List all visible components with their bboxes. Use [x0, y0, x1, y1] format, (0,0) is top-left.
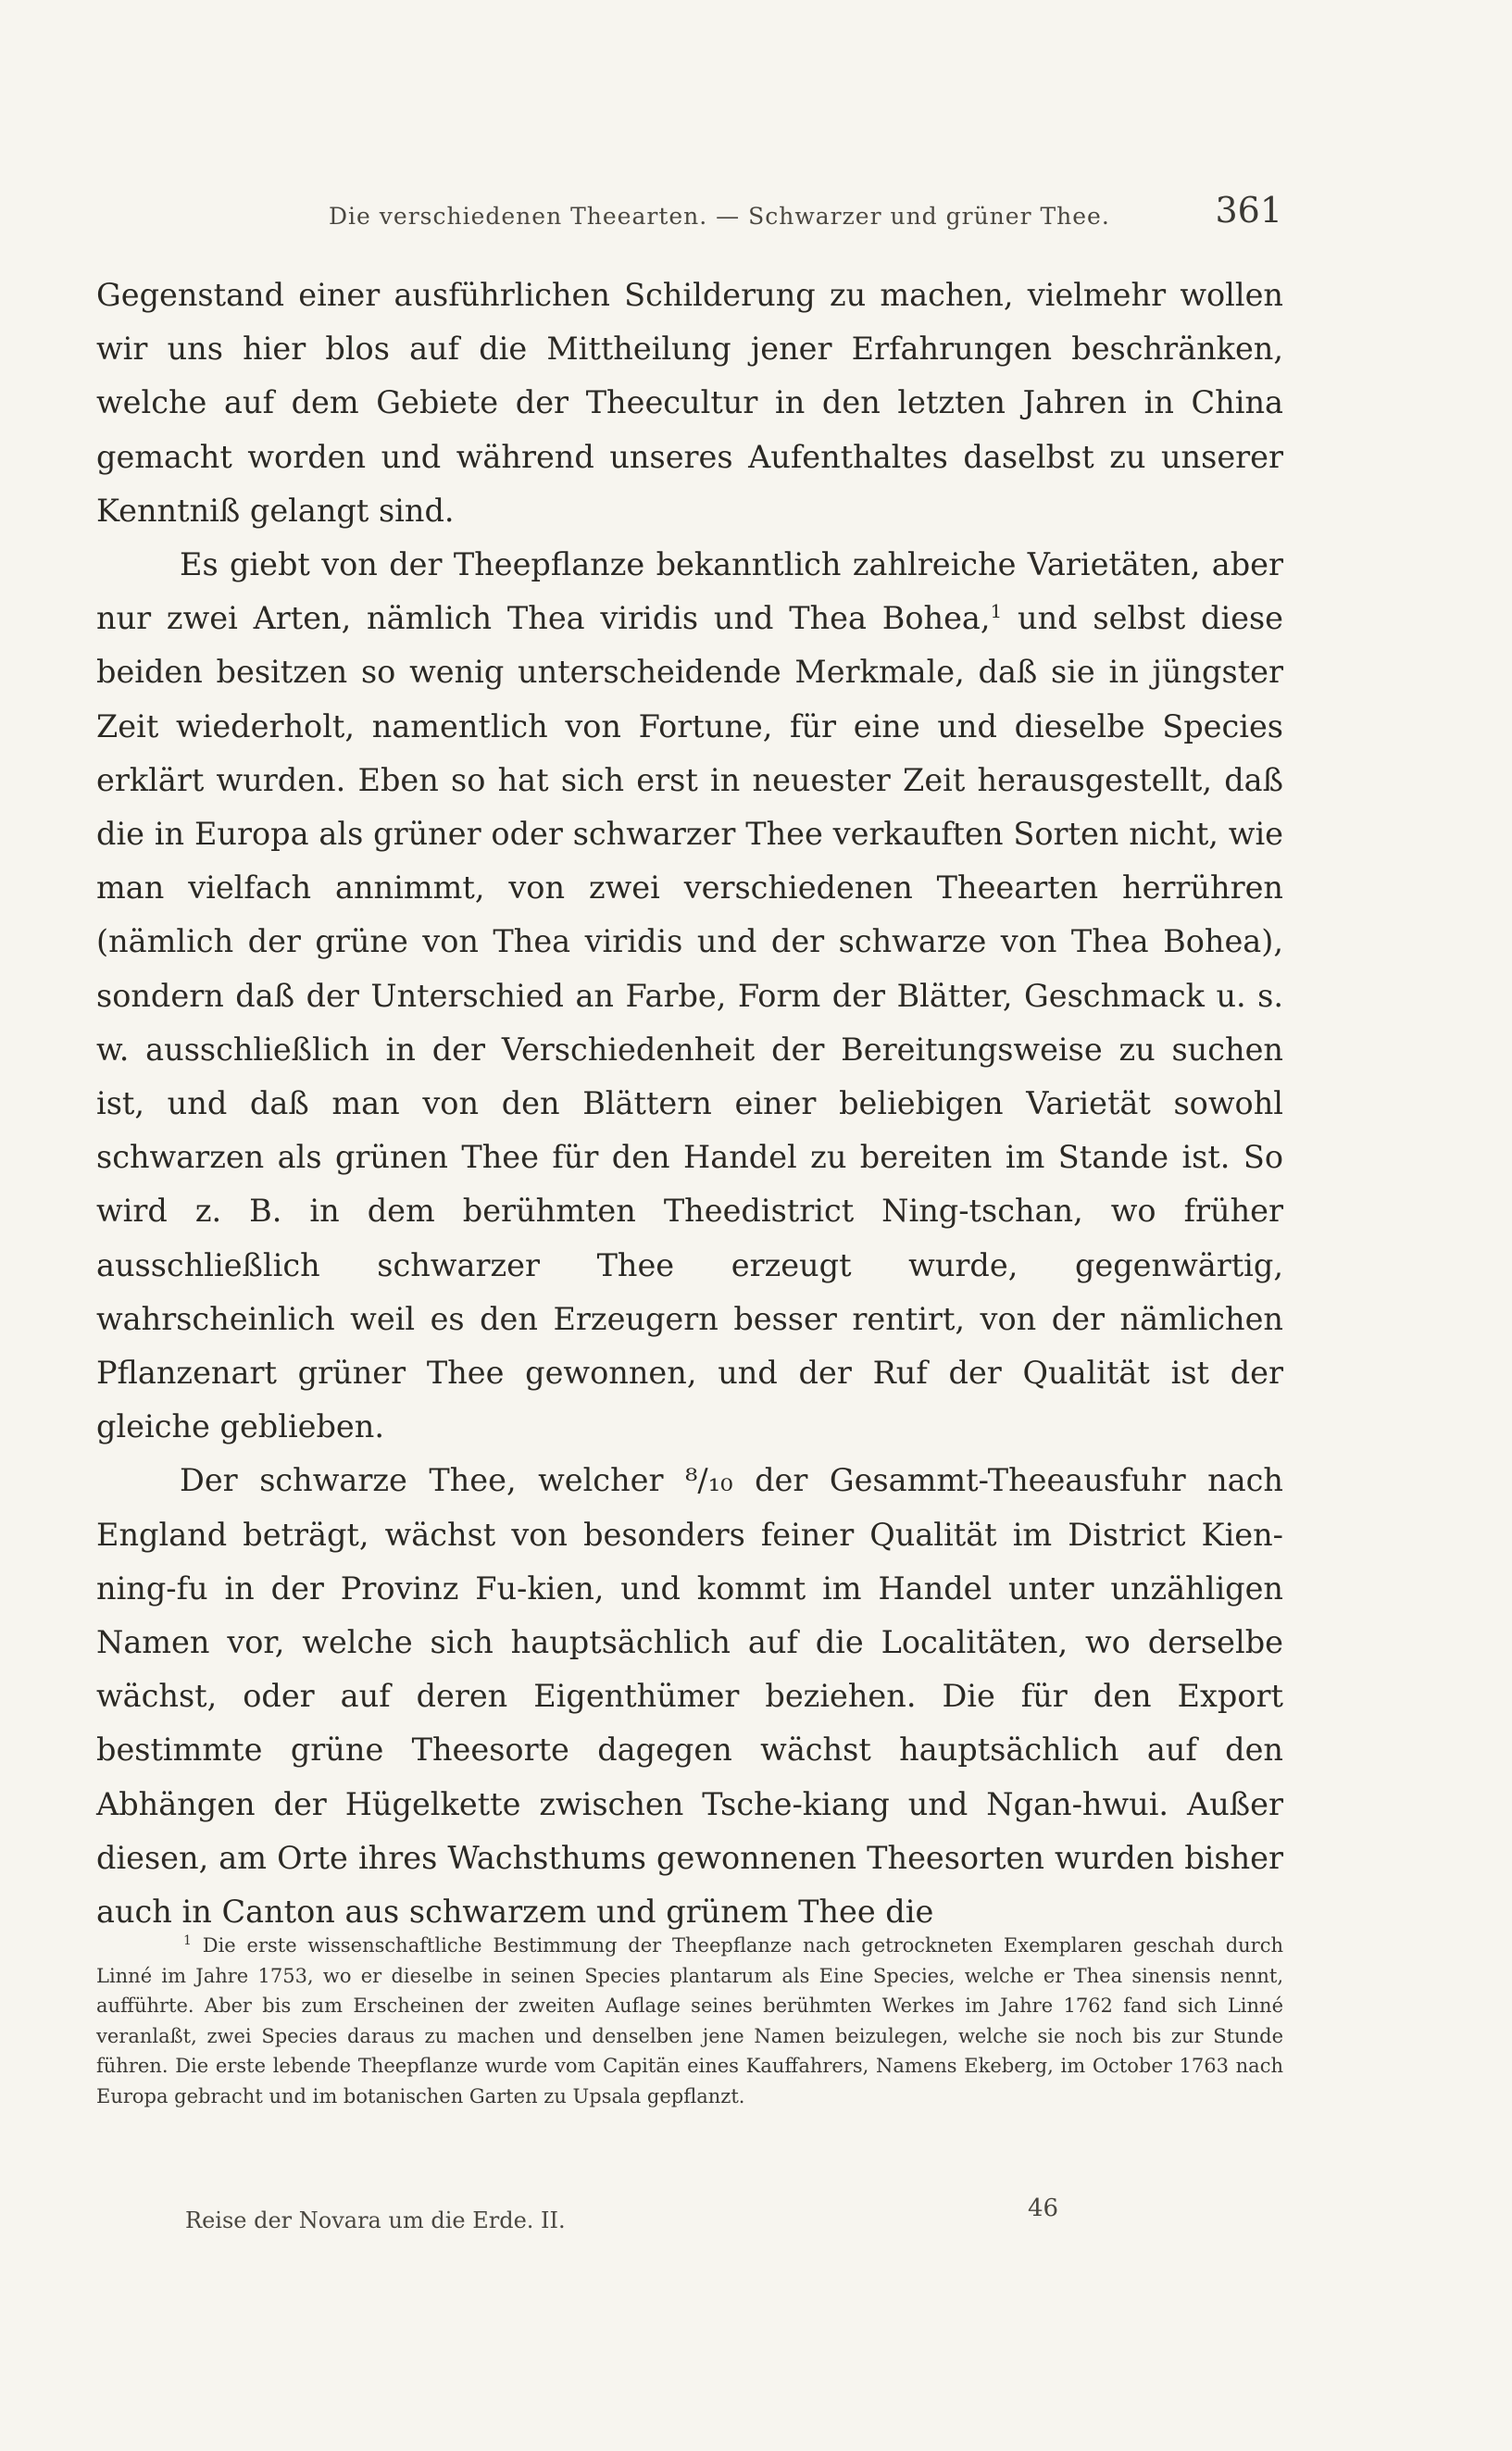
paragraph-2: [96, 538, 1283, 1454]
footnote-1: [96, 1931, 1283, 2111]
printer-signature: Reise der Novara um die Erde. II.: [185, 2207, 566, 2233]
paragraph-3-part-b: der Gesammt-Theeausfuhr nach England beträgt, wächst von besonders feiner Qualität im District Kien-ning-fu in der Provinz Fu-kien, und kommt im Handel unter unzähligen Namen vor, welche sich hauptsächlich auf die Localitäten, wo derselbe wächst, oder auf deren Eigenthümer beziehen. Die für den Export bestimmte grüne Theesorte dagegen wächst hauptsächlich auf den Abhängen der Hügelkette zwischen Tsche-kiang und Ngan-hwui. Außer diesen, am Orte ihres Wachsthums gewonnenen Theesorten wurden bisher auch in Canton aus schwarzem und grünem Thee die: [96, 1462, 1284, 1931]
running-title: Die verschiedenen Theearten. — Schwarzer und grüner Thee.: [329, 203, 1110, 230]
signature-mark: 46: [1028, 2195, 1059, 2222]
paragraph-1: Gegenstand einer ausführlichen Schilderung zu machen, vielmehr wollen wir uns hier blos auf die Mittheilung jener Erfahrungen beschränken, welche auf dem Gebiete der Theecultur in den letzten Jahren in China gemacht worden und während unseres Aufenthaltes daselbst zu unserer Kenntniß gelangt sind.: [96, 277, 1283, 529]
footnote-reference: 1: [990, 600, 1003, 623]
footnote-text: Die erste wissenschaftliche Bestimmung der Theepflanze nach getrockneten Exemplaren geschah durch Linné im Jahre 1753, wo er dieselbe in seinen Species plantarum als Eine Species, welche er Thea sinensis nennt, aufführte. Aber bis zum Erscheinen der zweiten Auflage seines berühmten Werkes im Jahre 1762 fand sich Linné veranlaßt, zwei Species daraus zu machen und denselben jene Namen beizulegen, welche sie noch bis zur Stunde führen. Die erste lebende Theepflanze wurde vom Capitän eines Kauffahrers, Namens Ekeberg, im October 1763 nach Europa gebracht und im botanischen Garten zu Upsala gepflanzt.: [96, 1934, 1283, 2107]
paragraph-2-part-a: Es giebt von der Theepflanze bekanntlich zahlreiche Varietäten, aber nur zwei Arten, nämlich Thea viridis und Thea Bohea,: [96, 546, 1283, 637]
paragraph-3-part-a: Der schwarze Thee, welcher: [180, 1462, 685, 1499]
footnotes: [96, 1931, 1283, 2111]
fraction: ⁸/₁₀: [685, 1462, 733, 1499]
page-number: 361: [1215, 190, 1282, 231]
footnote-marker: 1: [183, 1933, 192, 1948]
main-text: [96, 269, 1283, 1939]
page-header: [329, 190, 1282, 238]
paragraph-2-part-b: und selbst diese beiden besitzen so wenig unterscheidende Merkmale, daß sie in jüngster Zeit wiederholt, namentlich von Fortune, für eine und dieselbe Species erklärt wurden. Eben so hat sich erst in neuester Zeit herausgestellt, daß die in Europa als grüner oder schwarzer Thee verkauften Sorten nicht, wie man vielfach annimmt, von zwei verschiedenen Theearten herrühren (nämlich der grüne von Thea viridis und der schwarze von Thea Bohea), sondern daß der Unterschied an Farbe, Form der Blätter, Geschmack u. s. w. ausschließlich in der Verschiedenheit der Bereitungsweise zu suchen ist, und daß man von den Blättern einer beliebigen Varietät sowohl schwarzen als grünen Thee für den Handel zu bereiten im Stande ist. So wird z. B. in dem berühmten Theedistrict Ning-tschan, wo früher ausschließlich schwarzer Thee erzeugt wurde, gegenwärtig, wahrscheinlich weil es den Erzeugern besser rentirt, von der nämlichen Pflanzenart grüner Thee gewonnen, und der Ruf der Qualität ist der gleiche geblieben.: [96, 600, 1283, 1445]
paragraph-3: [96, 1454, 1283, 1939]
